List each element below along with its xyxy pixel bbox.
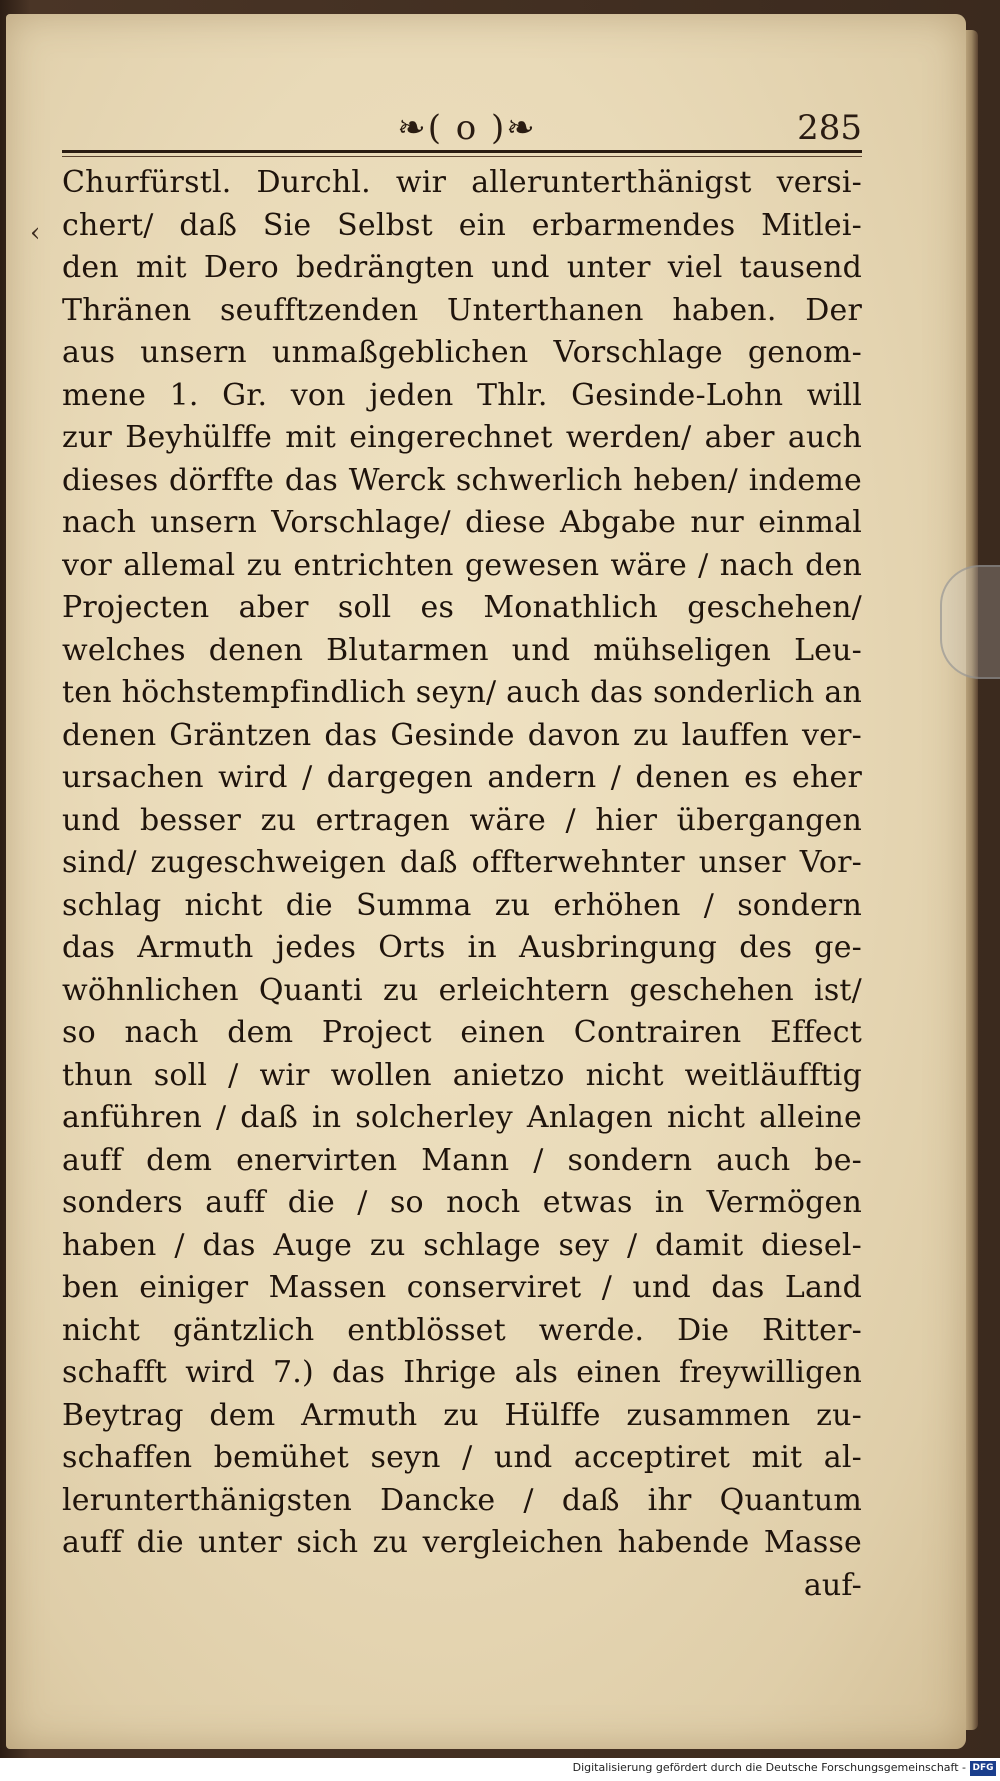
text-line: sonders auff die / so noch etwas in Vermögen: [62, 1185, 862, 1220]
text-line: wöhnlichen Quanti zu erleichtern geschehen ist/: [62, 972, 862, 1008]
text-line: mene 1. Gr. von jeden Thlr. Gesinde-Lohn will: [62, 377, 862, 413]
text-line: den mit Dero bedrängten und unter viel tausend: [62, 250, 862, 285]
header-rule: [62, 150, 862, 153]
body-text: [62, 162, 862, 1607]
text-line: sind/ zugeschweigen daß offterwehnter unser Vor-: [62, 845, 862, 880]
header-rule-thin: [62, 156, 862, 157]
text-line: nach unsern Vorschlage/ diese Abgabe nur einmal: [62, 505, 862, 540]
text-line: aus unsern unmaßgeblichen Vorschlage genom-: [62, 335, 862, 370]
text-line: Churfürstl. Durchl. wir allerunterthänigst versi-: [62, 165, 862, 200]
text-line: ben einiger Massen conserviret / und das Land: [62, 1270, 862, 1305]
running-head-ornament: ❧( o )❧: [397, 108, 537, 148]
text-line: Beytrag dem Armuth zu Hülffe zusammen zu-: [62, 1397, 862, 1433]
text-line: das Armuth jedes Orts in Ausbringung des ge-: [62, 930, 862, 965]
text-line: schlag nicht die Summa zu erhöhen / sondern: [62, 887, 862, 923]
text-line: thun soll / wir wollen anietzo nicht weitläufftig: [62, 1057, 862, 1093]
margin-mark: ‹: [30, 218, 41, 248]
page-header: [62, 108, 862, 154]
page-clip: [940, 565, 1000, 679]
text-line: anführen / daß in solcherley Anlagen nicht alleine: [62, 1100, 862, 1135]
text-line: auff die unter sich zu vergleichen habende Masse: [62, 1525, 862, 1560]
text-line: auff dem enervirten Mann / sondern auch be-: [62, 1142, 862, 1178]
text-line: lerunterthänigsten Dancke / daß ihr Quantum: [62, 1482, 862, 1518]
text-line: so nach dem Project einen Contrairen Effect: [62, 1015, 862, 1050]
text-line: vor allemal zu entrichten gewesen wäre / nach den: [62, 547, 862, 583]
text-line: nicht gäntzlich entblösset werde. Die Ritter-: [62, 1312, 862, 1348]
text-line: schaffen bemühet seyn / und acceptiret mit al-: [62, 1440, 862, 1475]
text-line: schafft wird 7.) das Ihrige als einen freywilligen: [62, 1355, 862, 1390]
text-line: dieses dörffte das Werck schwerlich heben/ indeme: [62, 462, 862, 498]
text-line: denen Gräntzen das Gesinde davon zu lauffen ver-: [62, 717, 862, 753]
text-line: Thränen seufftzenden Unterthanen haben. Der: [62, 292, 862, 328]
text-line: Projecten aber soll es Monathlich geschehen/: [62, 590, 862, 625]
page-number: 285: [797, 108, 862, 148]
text-line: zur Beyhülffe mit eingerechnet werden/ aber auch: [62, 420, 862, 455]
text-line: haben / das Auge zu schlage sey / damit diesel-: [62, 1227, 862, 1263]
text-line: ten höchstempfindlich seyn/ auch das sonderlich an: [62, 675, 862, 710]
text-line: welches denen Blutarmen und mühseligen Leu-: [62, 632, 862, 668]
dfg-logo: DFG: [970, 1761, 996, 1776]
text-line: und besser zu ertragen wäre / hier übergangen: [62, 802, 862, 838]
catchword: auf-: [803, 1567, 862, 1603]
digitization-credit: Digitalisierung gefördert durch die Deutsche Forschungsgemeinschaft -: [572, 1761, 966, 1774]
text-line: ursachen wird / dargegen andern / denen es eher: [62, 760, 862, 795]
text-line: chert/ daß Sie Selbst ein erbarmendes Mitlei-: [62, 207, 862, 243]
